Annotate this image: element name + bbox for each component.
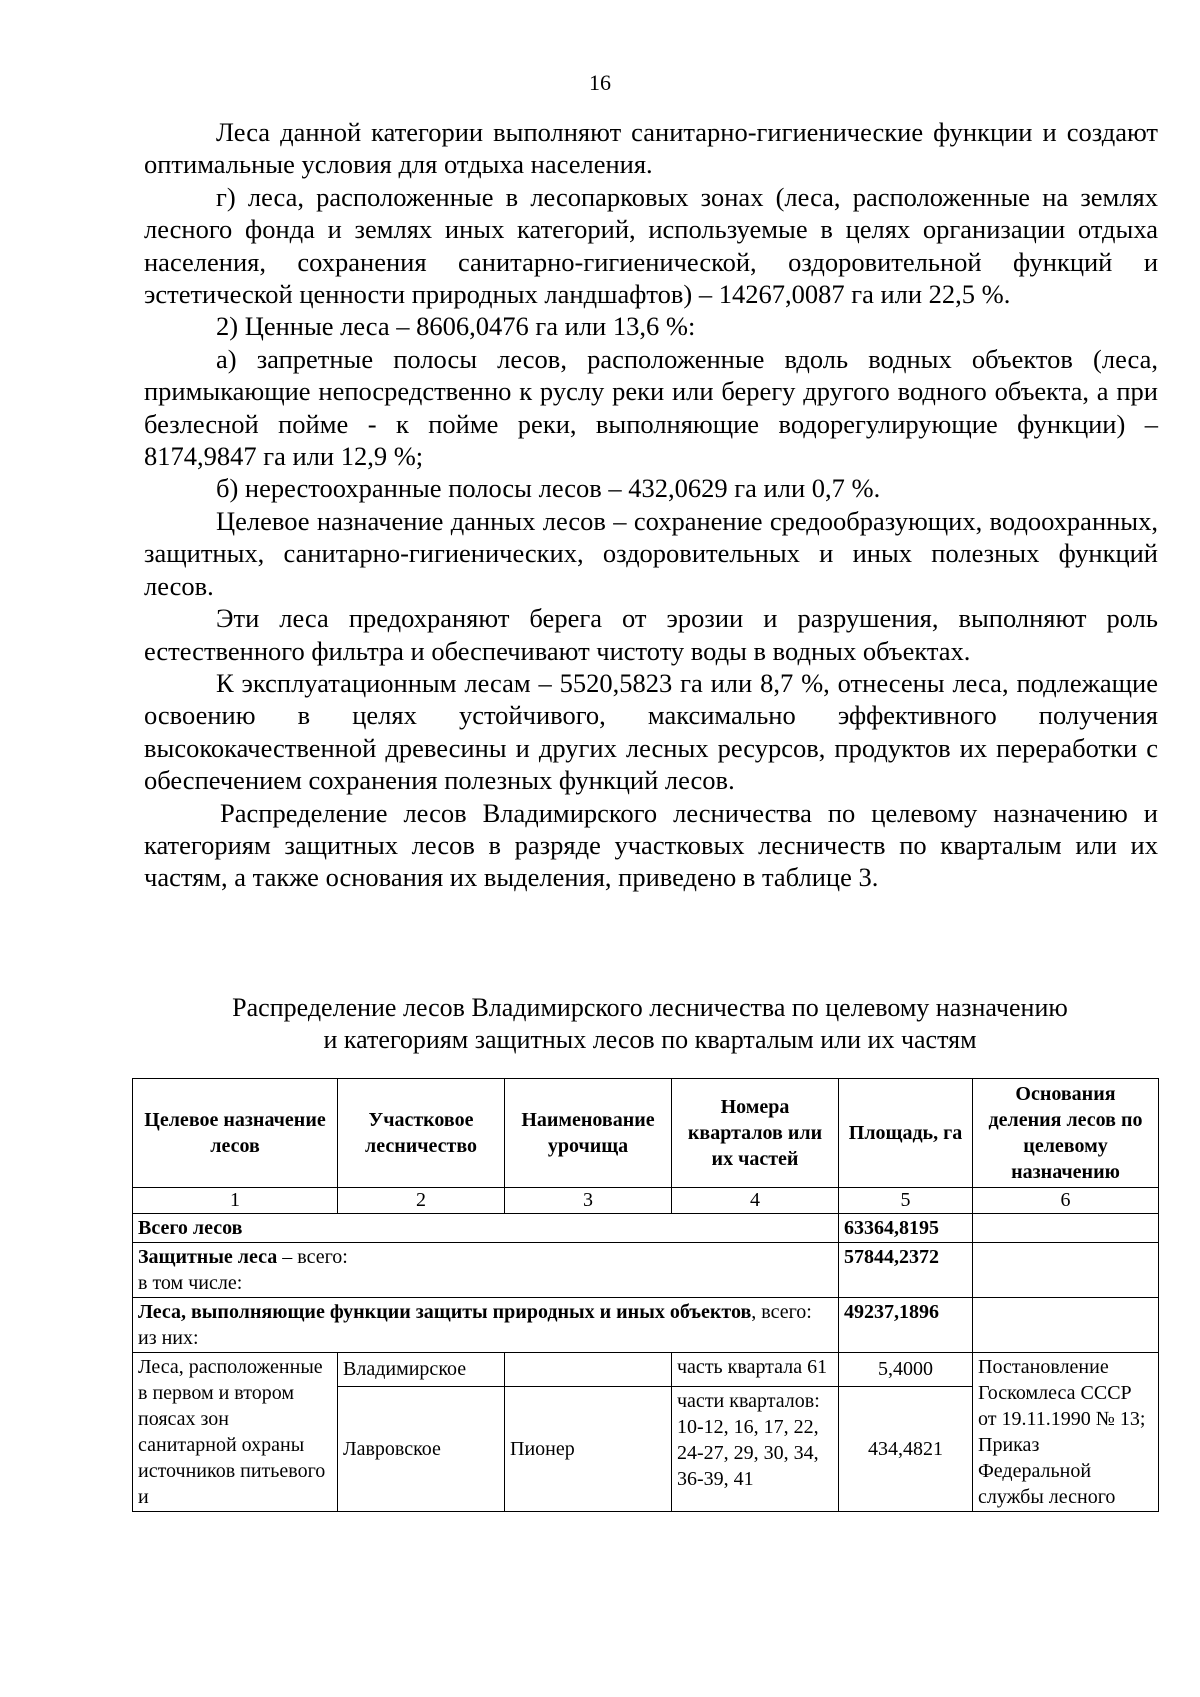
- column-number: 3: [505, 1188, 672, 1214]
- page-number: 16: [589, 70, 611, 95]
- quarters-cell: часть квартала 61: [672, 1353, 839, 1387]
- empty-cell: [973, 1214, 1159, 1243]
- protection-functions-area: 49237,1896: [839, 1298, 973, 1353]
- column-header: Площадь, га: [839, 1079, 973, 1188]
- protection-functions-label: [133, 1298, 839, 1353]
- column-number: 6: [973, 1188, 1159, 1214]
- district-cell: Владимирское: [338, 1353, 505, 1387]
- purpose-cell: Леса, расположенные в первом и втором поясах зон санитарной охраны источников питьевого и: [133, 1353, 338, 1512]
- body-text: [144, 116, 1158, 894]
- forest-distribution-table: [132, 1078, 1159, 1512]
- protection-functions-label-rest: , всего:: [751, 1301, 812, 1323]
- protective-label-bold: Защитные леса: [138, 1246, 278, 1268]
- paragraph: г) леса, расположенные в лесопарковых зонах (леса, расположенные на землях лесного фонда и землях иных категорий, используемые в целях организации отдыха населения, сохранения санитарно-гигиенической, оздоровительной функций и эстетической ценности природных ландшафтов) – 14267,0087 га или 22,5 %.: [144, 181, 1158, 310]
- paragraph: Распределение лесов Владимирского лесничества по целевому назначению и категориям защитных лесов в разряде участковых лесничеств по кварталым или их частям, а также основания их выделения, приведено в таблице 3.: [144, 797, 1158, 893]
- table-caption: [140, 992, 1160, 1056]
- protective-label-rest: – всего:: [277, 1246, 348, 1268]
- basis-cell: Постановление Госкомлеса СССР от 19.11.1990 № 13; Приказ Федеральной службы лесного: [973, 1353, 1159, 1512]
- column-header: Основания деления лесов по целевому назначению: [973, 1079, 1159, 1188]
- column-header: Наименование урочища: [505, 1079, 672, 1188]
- total-label: Всего лесов: [133, 1214, 839, 1243]
- table-caption-line: Распределение лесов Владимирского лесничества по целевому назначению: [232, 993, 1068, 1022]
- paragraph: Целевое назначение данных лесов – сохранение средообразующих, водоохранных, защитных, санитарно-гигиенических, оздоровительных и иных полезных функций лесов.: [144, 505, 1158, 601]
- column-header: Номера кварталов или их частей: [672, 1079, 839, 1188]
- column-number: 2: [338, 1188, 505, 1214]
- column-number-row: [133, 1188, 1159, 1214]
- protective-sub: в том числе:: [138, 1272, 243, 1294]
- table-row-protective: [133, 1243, 1159, 1298]
- total-area: 63364,8195: [839, 1214, 973, 1243]
- column-number: 5: [839, 1188, 973, 1214]
- paragraph: Эти леса предохраняют берега от эрозии и разрушения, выполняют роль естественного фильтра и обеспечивают чистоту воды в водных объектах.: [144, 603, 1158, 666]
- paragraph: К эксплуатационным лесам – 5520,5823 га или 8,7 %, отнесены леса, подлежащие освоению в целях устойчивого, максимально эффективного получения высококачественной древесины и других лесных ресурсов, продуктов их переработки с обеспечением сохранения полезных функций лесов.: [144, 667, 1158, 796]
- paragraph: а) запретные полосы лесов, расположенные вдоль водных объектов (леса, примыкающие непосредственно к руслу реки или берегу другого водного объекта, а при безлесной пойме - к пойме реки, выполняющие водорегулирующие функции) – 8174,9847 га или 12,9 %;: [144, 343, 1158, 472]
- table-caption-line: и категориям защитных лесов по кварталым или их частям: [323, 1025, 977, 1054]
- protection-functions-label-bold: Леса, выполняющие функции защиты природных и иных объектов: [138, 1301, 752, 1323]
- empty-cell: [973, 1298, 1159, 1353]
- paragraph: Леса данной категории выполняют санитарно-гигиенические функции и создают оптимальные условия для отдыха населения.: [144, 117, 1158, 180]
- table-row-total: [133, 1214, 1159, 1243]
- tract-cell: [505, 1353, 672, 1387]
- table-row: [133, 1353, 1159, 1387]
- column-header: Участковое лесничество: [338, 1079, 505, 1188]
- area-cell: 434,4821: [839, 1386, 973, 1511]
- tract-cell: Пионер: [505, 1386, 672, 1511]
- district-cell: Лавровское: [338, 1386, 505, 1511]
- area-cell: 5,4000: [839, 1353, 973, 1387]
- table-row-protection-functions: [133, 1298, 1159, 1353]
- column-number: 4: [672, 1188, 839, 1214]
- paragraph: б) нерестоохранные полосы лесов – 432,0629 га или 0,7 %.: [216, 473, 881, 504]
- column-header: Целевое назначение лесов: [133, 1079, 338, 1188]
- protective-label: [133, 1243, 839, 1298]
- empty-cell: [973, 1243, 1159, 1298]
- table-header-row: [133, 1079, 1159, 1188]
- protection-functions-sub: из них:: [138, 1327, 199, 1349]
- paragraph: 2) Ценные леса – 8606,0476 га или 13,6 %:: [216, 311, 696, 342]
- quarters-cell: части кварталов: 10-12, 16, 17, 22, 24-27, 29, 30, 34, 36-39, 41: [672, 1386, 839, 1511]
- protective-area: 57844,2372: [839, 1243, 973, 1298]
- column-number: 1: [133, 1188, 338, 1214]
